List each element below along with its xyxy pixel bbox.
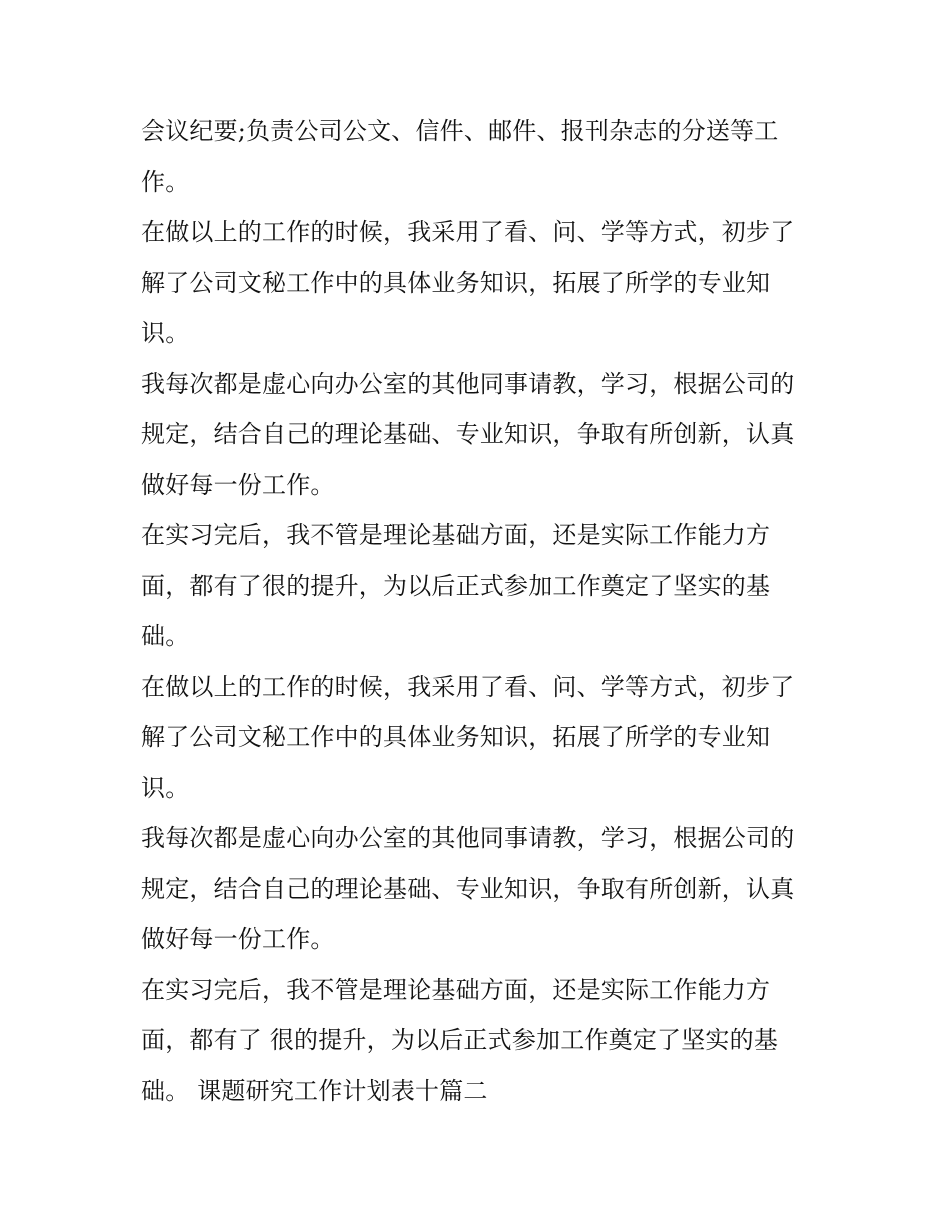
text-line: 解了公司文秘工作中的具体业务知识，拓展了所学的专业知	[141, 723, 771, 751]
text-line: 做好每一份工作。	[141, 925, 335, 953]
text-line: 做好每一份工作。	[141, 470, 335, 499]
text-line: 会议纪要;负责公司公文、信件、邮件、报刊杂志的分送等工	[141, 117, 779, 145]
text-line: 规定，结合自己的理论基础、专业知识，争取有所创新，认真	[141, 420, 795, 448]
text-line: 础。 课题研究工作计划表十篇二	[141, 1076, 488, 1105]
text-line: 础。	[141, 622, 190, 650]
text-line: 解了公司文秘工作中的具体业务知识，拓展了所学的专业知	[141, 268, 771, 297]
text-line: 识。	[141, 319, 190, 347]
text-line: 识。	[141, 773, 190, 802]
text-line: 在做以上的工作的时候，我采用了看、问、学等方式，初步了	[141, 672, 795, 701]
text-line: 在实习完后，我不管是理论基础方面，还是实际工作能力方	[141, 521, 771, 549]
text-line: 在做以上的工作的时候，我采用了看、问、学等方式，初步了	[141, 218, 795, 246]
text-line: 规定，结合自己的理论基础、专业知识，争取有所创新，认真	[141, 874, 795, 903]
text-line: 面，都有了 很的提升，为以后正式参加工作奠定了坚实的基	[141, 1026, 779, 1054]
document-body	[141, 106, 821, 1116]
text-line: 我每次都是虚心向办公室的其他同事请教，学习，根据公司的	[141, 369, 795, 398]
text-line: 我每次都是虚心向办公室的其他同事请教，学习，根据公司的	[141, 824, 795, 852]
text-line: 作。	[141, 167, 190, 196]
text-line: 在实习完后，我不管是理论基础方面，还是实际工作能力方	[141, 975, 771, 1004]
text-line: 面，都有了很的提升，为以后正式参加工作奠定了坚实的基	[141, 571, 771, 600]
